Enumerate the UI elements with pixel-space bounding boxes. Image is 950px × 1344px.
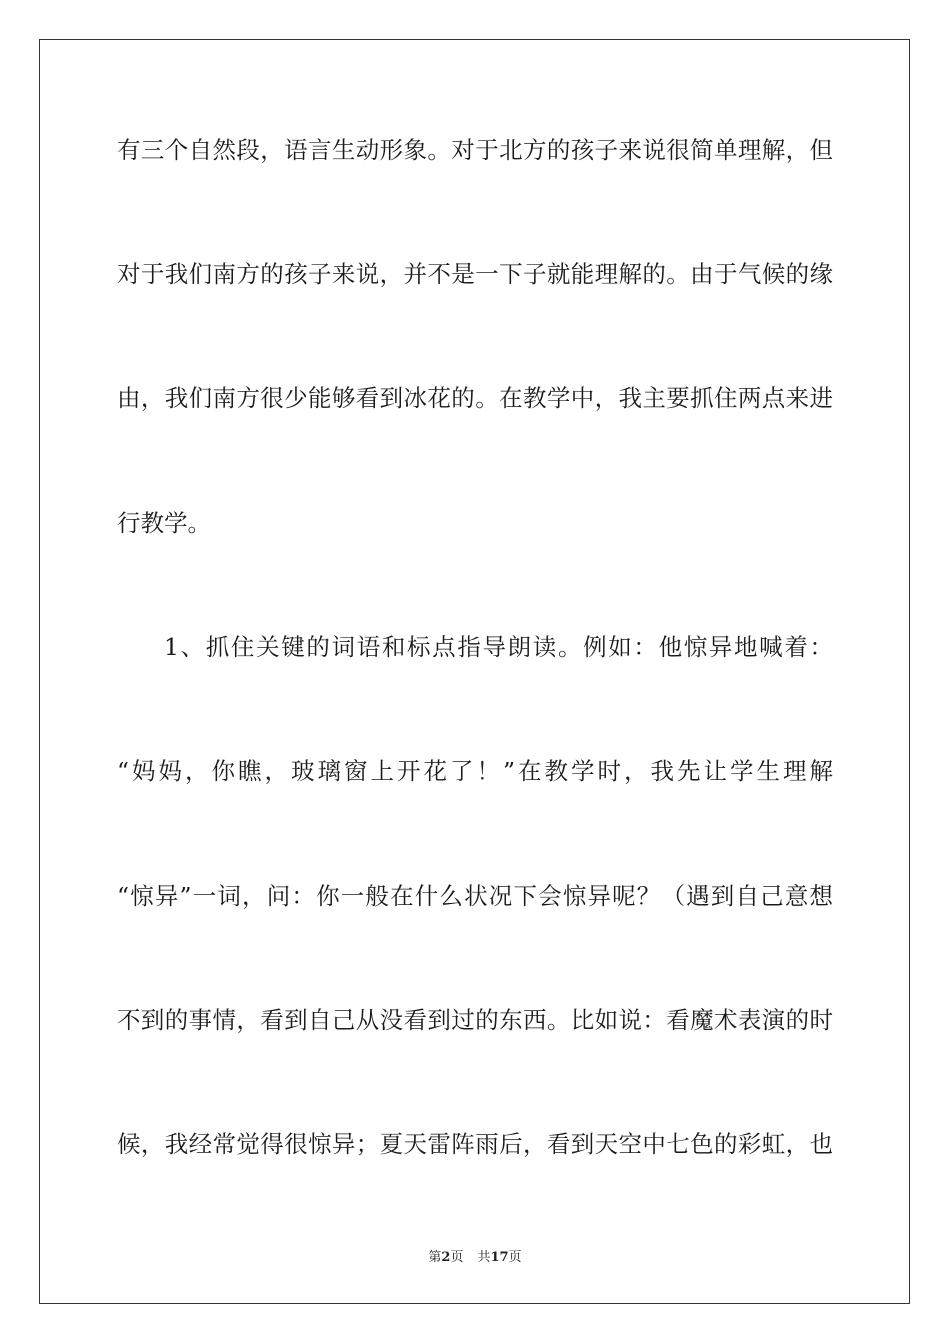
total-pages-prefix: 共 [477,1250,491,1265]
text-line-5: 1、抓住关键的词语和标点指导朗读。例如：他惊异地喊着： [164,633,833,661]
text-line-2: 对于我们南方的孩子来说，并不是一下子就能理解的。由于气候的缘 [117,260,833,288]
page-footer [0,1249,950,1267]
page-number-suffix: 页 [450,1250,464,1265]
text-line-9: 候，我经常觉得很惊异；夏天雷阵雨后，看到天空中七色的彩虹，也 [117,1130,833,1158]
text-line-8: 不到的事情，看到自己从没看到过的东西。比如说：看魔术表演的时 [117,1006,833,1034]
page-number: 2 [441,1250,451,1265]
text-line-4: 行教学。 [117,509,211,537]
text-line-3: 由，我们南方很少能够看到冰花的。在教学中，我主要抓住两点来进 [117,384,833,412]
text-line-1: 有三个自然段，语言生动形象。对于北方的孩子来说很简单理解，但 [117,136,833,164]
text-line-6: “妈妈，你瞧，玻璃窗上开花了！”在教学时，我先让学生理解 [117,757,833,785]
text-line-7: “惊异”一词，问：你一般在什么状况下会惊异呢？（遇到自己意想 [117,882,833,910]
total-pages-suffix: 页 [508,1250,522,1265]
page-border [39,39,910,1304]
total-pages: 17 [490,1250,509,1265]
page-number-prefix: 第 [428,1250,442,1265]
